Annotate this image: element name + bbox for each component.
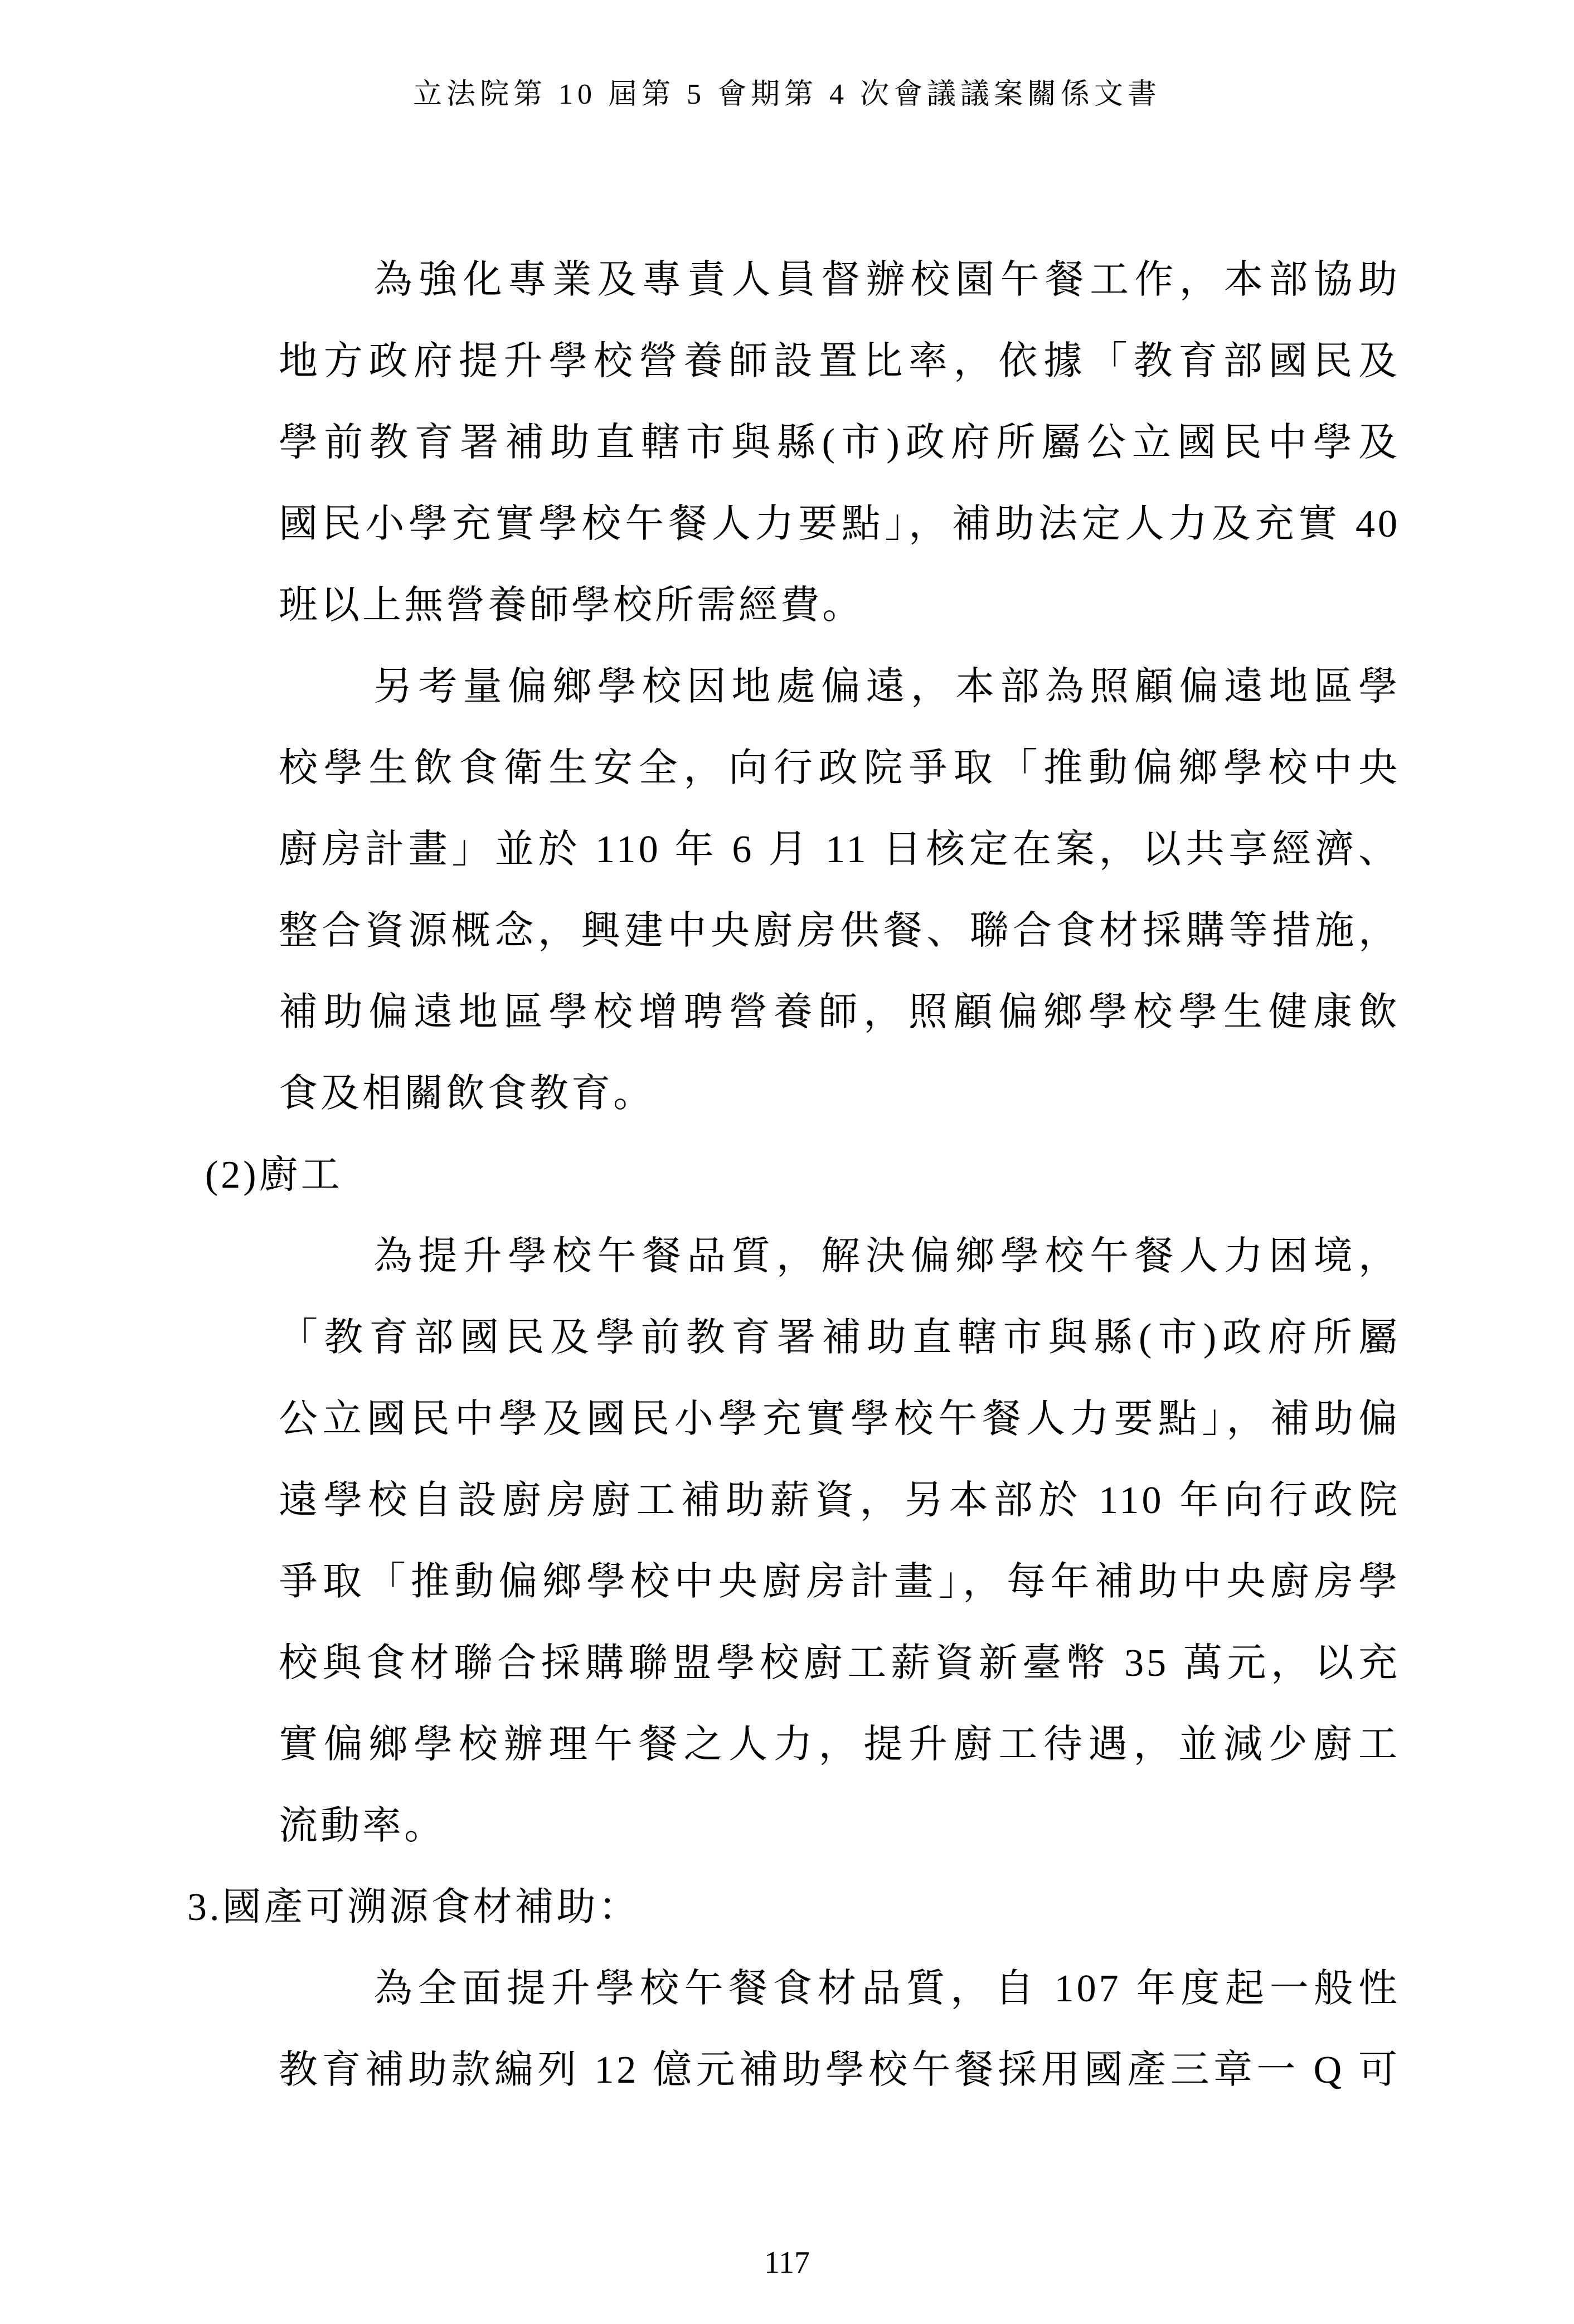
text-line-23: 教育補助款編列 12 億元補助學校午餐採用國產三章一 Q 可	[279, 2049, 1400, 2092]
document-header: 立法院第 10 屆第 5 會期第 4 次會議議案關係文書	[412, 79, 1161, 110]
text-line-20: 流動率。	[279, 1805, 446, 1847]
text-line-5: 班以上無營養師學校所需經費。	[279, 584, 864, 627]
text-line-19: 實偏鄉學校辦理午餐之人力，提升廚工待遇，並減少廚工	[279, 1723, 1400, 1766]
text-line-13: 為提升學校午餐品質，解決偏鄉學校午餐人力困境，	[373, 1235, 1400, 1278]
text-line-21: 3.國產可溯源食材補助：	[187, 1886, 640, 1929]
text-line-15: 公立國民中學及國民小學充實學校午餐人力要點」，補助偏	[279, 1398, 1400, 1441]
text-line-7: 校學生飲食衛生安全，向行政院爭取「推動偏鄉學校中央	[279, 747, 1400, 790]
text-line-4: 國民小學充實學校午餐人力要點」，補助法定人力及充實 40	[279, 503, 1400, 546]
page-number: 117	[764, 2245, 810, 2280]
text-line-8: 廚房計畫」並於 110 年 6 月 11 日核定在案，以共享經濟、	[279, 828, 1400, 871]
text-line-10: 補助偏遠地區學校增聘營養師，照顧偏鄉學校學生健康飲	[279, 991, 1400, 1034]
text-line-3: 學前教育署補助直轄市與縣(市)政府所屬公立國民中學及	[279, 421, 1400, 464]
text-line-22: 為全面提升學校午餐食材品質，自 107 年度起一般性	[373, 1967, 1400, 2010]
text-line-14: 「教育部國民及學前教育署補助直轄市與縣(市)政府所屬	[279, 1316, 1400, 1359]
text-line-1: 為強化專業及專責人員督辦校園午餐工作，本部協助	[373, 259, 1400, 302]
text-line-17: 爭取「推動偏鄉學校中央廚房計畫」，每年補助中央廚房學	[279, 1560, 1400, 1603]
text-line-12: (2)廚工	[205, 1154, 343, 1197]
text-line-2: 地方政府提升學校營養師設置比率，依據「教育部國民及	[279, 340, 1400, 383]
text-line-11: 食及相關飲食教育。	[279, 1072, 655, 1115]
document-body	[187, 240, 1400, 2111]
text-line-9: 整合資源概念，興建中央廚房供餐、聯合食材採購等措施，	[279, 910, 1400, 952]
text-line-18: 校與食材聯合採購聯盟學校廚工薪資新臺幣 35 萬元，以充	[279, 1642, 1400, 1685]
text-line-6: 另考量偏鄉學校因地處偏遠，本部為照顧偏遠地區學	[373, 665, 1400, 708]
text-line-16: 遠學校自設廚房廚工補助薪資，另本部於 110 年向行政院	[279, 1479, 1400, 1522]
